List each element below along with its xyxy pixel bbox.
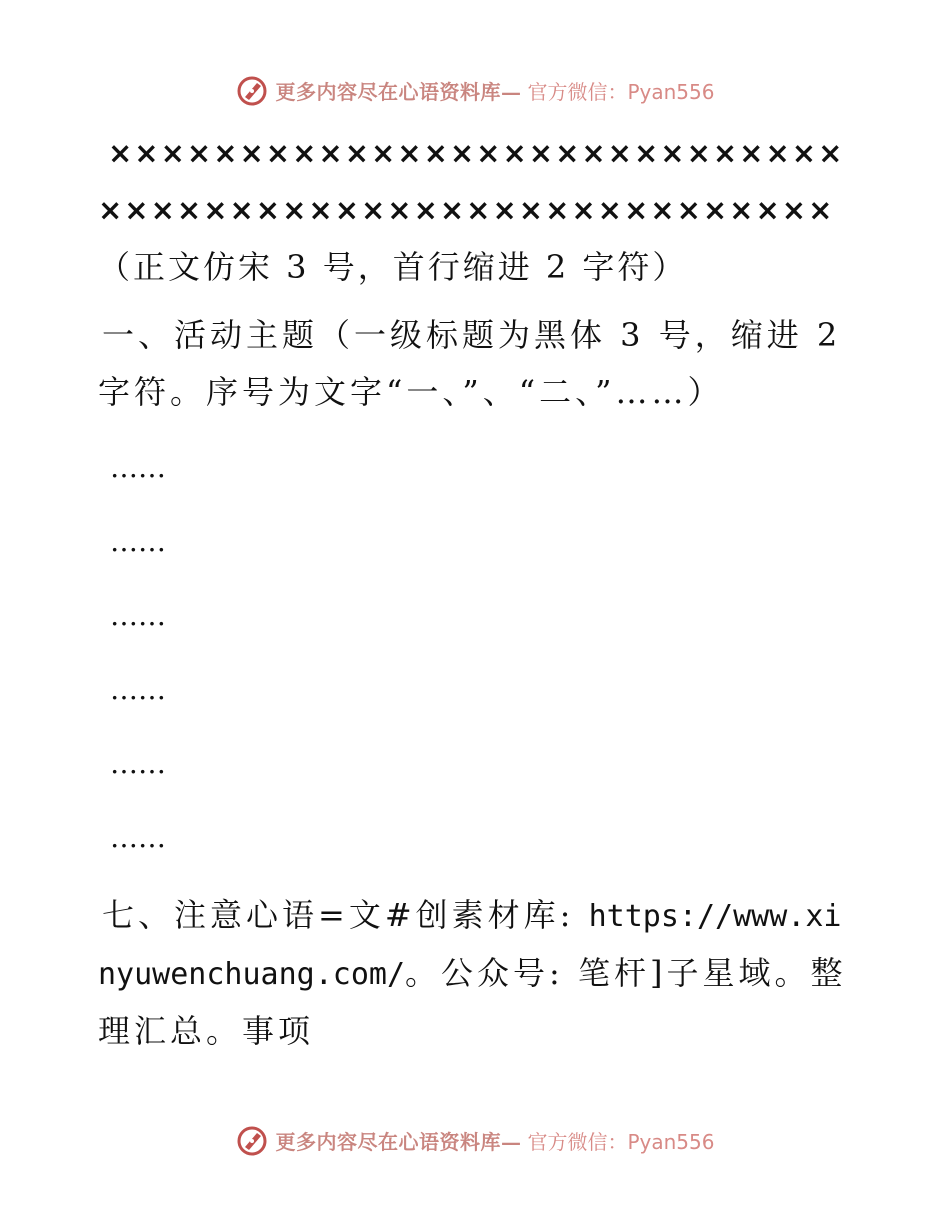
ellipsis-line: …… bbox=[110, 599, 166, 632]
footer-watermark bbox=[0, 1120, 950, 1160]
intro-placeholder-crosses: ×××××××××××××××××××××××××××××××××××××××××××××××××××××××× bbox=[98, 136, 845, 227]
final-suffix: 。公众号: 笔杆]子星域。整理汇总。事项 bbox=[98, 954, 847, 1050]
ellipsis-line: …… bbox=[110, 525, 166, 558]
source-url-link[interactable]: https://www.xinyuwenchuang.com/ bbox=[98, 899, 842, 992]
ellipsis-line: …… bbox=[110, 747, 166, 780]
ellipsis-list bbox=[98, 431, 858, 875]
pen-nib-circle-icon bbox=[235, 1123, 269, 1157]
header-watermark bbox=[0, 70, 950, 110]
watermark-text: 更多内容尽在心语资料库— bbox=[275, 79, 522, 104]
watermark-contact: 官方微信：Pyan556 bbox=[527, 1129, 715, 1154]
watermark-contact: 官方微信：Pyan556 bbox=[527, 79, 715, 104]
section-heading-7 bbox=[98, 887, 858, 1060]
ellipsis-line: …… bbox=[110, 821, 166, 854]
watermark-text: 更多内容尽在心语资料库— bbox=[275, 1129, 522, 1154]
intro-format-note: （正文仿宋 3 号，首行缩进 2 字符） bbox=[98, 248, 688, 286]
ellipsis-line: …… bbox=[110, 451, 166, 484]
pen-nib-circle-icon bbox=[235, 73, 269, 107]
section-heading-1: 一、活动主题（一级标题为黑体 3 号，缩进 2 字符。序号为文字“一、”、“二、”……） bbox=[98, 316, 842, 411]
ellipsis-line: …… bbox=[110, 673, 166, 706]
document-body bbox=[98, 125, 858, 1060]
intro-paragraph bbox=[98, 125, 858, 297]
final-prefix: 七、注意心语=文#创素材库: bbox=[102, 896, 589, 934]
